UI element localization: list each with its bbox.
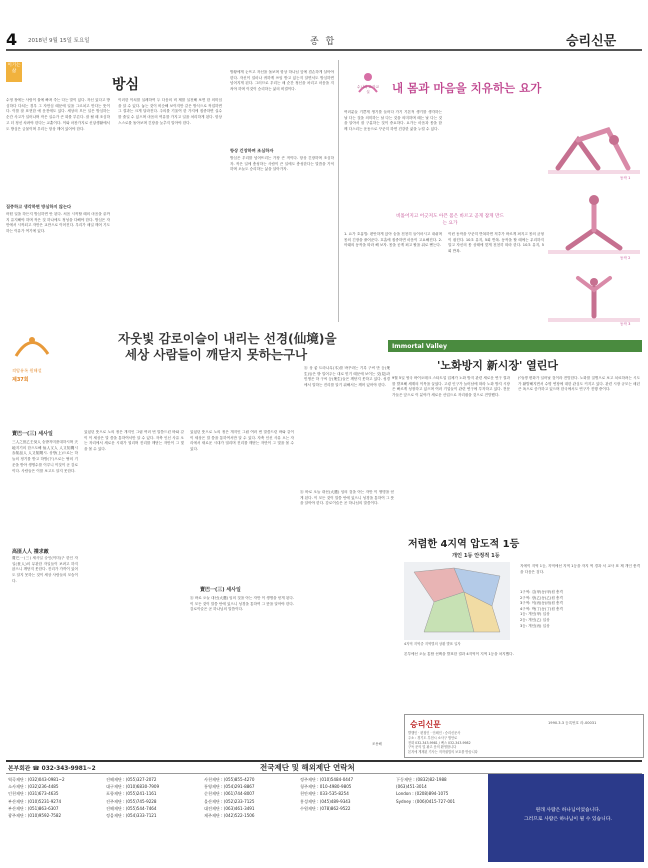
pose-3-label: 동작 3 (620, 322, 631, 326)
header-rule (6, 49, 642, 51)
ad-row: 2구역: 장(乙)동(乙)원 충격 (520, 595, 563, 600)
scripture-col-1b: 賣巴一(三) 세사일 숭인(이미)구 한인 자일(世人)의 무관한 자일들이 보려고 하지 않으니 깨닫지 못한다. 진리가 가까이 있어도 알지 못하는 것이 세상 사람들의 모습이다. (12, 556, 78, 583)
health-col-1b: 1. 요가 호흡법: 편안하게 앉아 숨을 천천히 들이마시고 내쉬며 몸의 긴장을 풀어준다. 호흡에 집중하면 마음이 고요해진다. 2. 아래의 동작을 따라 해 보자. 몸을 곧게 펴고 팔을 위로 뻗는다. (344, 232, 442, 248)
directory-entry: 진해제단 : (055)327-2072 (106, 777, 157, 782)
directory-entry: 천안제단 : 033-535-8254 (300, 791, 349, 797)
directory-column-5 (396, 776, 455, 805)
scripture-col-1: 三人之世乙壬癸人 숨밭자미품대하시며 天地지기의 한으도해 仙人又人 人又知聞시 赤知品人 人又知聞시. 상방(上)으로는 하늘의 정기를 받고 하방(下)으로는 땅의 기운을 받아 생명수를 이루니 이것이 곧 감로이다. 사람들은 이를 보고도 알지 못한다. (12, 440, 78, 473)
ad-row: 1등: 개인(甲) 입상 (520, 612, 550, 617)
map-caption: 4지역 지역중 지역별의 상황 발표 일자 (404, 642, 461, 646)
imprint-line: 구독 문의 및 광고 문의 환영합니다 (408, 745, 457, 750)
scripture-headline-1: 자웃빛 감로이슬이 내리는 선경(仙境)을 (118, 331, 337, 346)
scripture-heading-1: 賣巴一(三) 세사일 (12, 431, 53, 437)
sermon-col-2: 이러한 이치를 실례하여 두 다음의 비 제를 실천해 보면 한 의미임을 알 수 있다. 놓는 것이 비슷해 보이지만 같은 방식으로 작업하면 그 결과는 크게 달라진다. 주의를 기울여 한 가지에 집중하면 실수를 줄일 수 있으며 마음의 여유를 가지고 일을 처리하게 된다. 항상 스스로를 돌아보며 긴장을 늦추지 말아야 한다. (118, 98, 222, 125)
imprint-line: 본지에 게재된 기사는 저작권법의 보호를 받습니다 (408, 750, 478, 755)
column-divider (338, 60, 339, 322)
promo-line-2: 그러므로 사람은 하나님이 될 수 있습니다. (524, 817, 612, 822)
sermon-col-3: 방황에게 눈뜨고 자신을 돌보며 항상 하나님 앞에 겸손하게 살아야 한다. 자신이 얼마나 귀하게 쓰임 받고 있는지 알면서도 방심하면 넘어지게 된다. 그러므로 우리는 매 순간 정신을 차리고 마음을 지켜야 하며 이것이 승리하는 삶의 비결이다. (230, 70, 334, 92)
ad-row: 4구역: 박(丁)동(丁)원 충격 (520, 606, 563, 611)
directory-entry: 사천제단 : (055)855-4270 (204, 777, 255, 782)
sermon-col-1: 수영 장에는 사람이 물에 빠져 죽는 다는 말이 있다. 자신 있다고 방심하다 다치는 경우 그 자만심 때문에 일을 그르치고 만다는 뜻이다. 이를 잘 표현한 예 운전에도 있다. 세상의 모든 일은 방심하는 순간 사고가 일어나며 작은 실수가 큰 화를 부른다. 잘 될 때 조심하고 더 정신 차려야 한다는 교훈이다. 이와 마찬가지로 신앙생활에서도 방심은 금물이며 우리는 항상 깨어 있어야 한다. (6, 98, 110, 131)
directory-entry: (063)451-3014 (396, 784, 427, 790)
directory-entry: 제주제단 : (042)522-1506 (204, 813, 255, 819)
issue-date: 2018년 9월 15일 토요일 (28, 38, 90, 44)
health-title: 내 몸과 마음을 치유하는 요가 (392, 81, 542, 95)
directory-title: 전국제단 및 해외제단 연락처 (260, 763, 355, 772)
directory-entry: 수원제단 : (078)862-9522 (300, 805, 351, 811)
directory-entry: 홍성제단 : (045)489-9343 (300, 798, 351, 804)
directory-entry: Sydney : (006)0415-727-001 (396, 798, 456, 804)
directory-entry: 통영제단 : (054)291-8867 (204, 784, 255, 790)
directory-column-1 (8, 776, 65, 819)
directory-entry: 울산제단 : (052)233-7125 (204, 798, 255, 804)
ad-title: 저렴한 4지역 압도적 1등 (408, 539, 520, 550)
scroll-illustration (12, 326, 52, 364)
scripture-heading-3: 高匪人人 禮求敵 (12, 549, 49, 555)
column-badge: 이기는 삶 (6, 62, 22, 82)
ad-note: 본부에선 오늘 통합 선택을 발표한 결과 4지역이 지역 1등을 차지했다. (404, 652, 514, 656)
series-name: 격암유록 원해설 (12, 368, 42, 373)
yoga-pose-3-illustration (548, 270, 640, 326)
ad-row: 3등: 개인(丙) 입상 (520, 623, 550, 628)
ad-lead: 지에이 지역 1등, 지역에선 지역 1등을 자지 역 경과 서 교사 표 제 개인 충격을 다음은 검다. (520, 564, 640, 574)
ad-row: 2등: 개인(乙) 입상 (520, 617, 550, 622)
imprint-line: 주소 : 경기도 부천시 소사구 범안로 (408, 735, 458, 740)
immortal-col-1: 9월 5일 영국 바이오테크 스타트업 업체가 노화 방지 관련 새로운 연구 결과를 발표해 세계의 이목을 끌었다. 고령 인구가 늘어남에 따라 노화 방지 시장은 빠르게 성장하고 있으며 여러 기업들이 관련 연구에 투자하고 있다. 전문가들은 앞으로 이 분야가 새로운 산업으로 자리잡을 것으로 전망했다. (392, 376, 510, 398)
imprint-lines (408, 731, 638, 755)
sermon-subhead-2: 항상 긴장하며 조심하자 (230, 148, 274, 153)
pose-2-label: 동작 2 (620, 256, 631, 260)
health-col-2: 이런 동작을 꾸준히 반복하면 척추가 바르게 펴지고 몸의 균형이 잡힌다. 10초 유지, 5회 반복. 동작을 할 때에는 무리하지 말고 자신의 몸 상태에 맞게 천천히 따라 한다. 10초 유지, 5회 반복. (448, 232, 544, 254)
directory-entry: 소사제단 : (032)236-4485 (8, 784, 59, 790)
directory-entry: London : (0208)894-1075 (396, 791, 449, 797)
directory-entry: 광주제단 : (010)9592-7582 (8, 813, 62, 819)
directory-entry: 인천제단 : (031)673-4635 (8, 791, 59, 797)
sermon-col-3b: 방심은 우리를 넘어뜨리는 가장 큰 적이다. 항상 긴장하며 조심하자. 작은 일에 충성하는 사람이 큰 일에도 충성한다는 말씀을 기억하며 오늘도 승리하는 삶을 살아가자. (230, 156, 334, 172)
directory-column-3 (204, 776, 255, 819)
sermon-subhead: 집중하고 생각하면 방심하지 않는다 (6, 204, 72, 209)
immortal-col-2: (이)생 변화가 일어날 것이라 전망한다. 노화를 질병으로 보고 치료하려는 시도가 활발해지면서 수명 연장에 대한 관심도 커지고 있다. 관련 시장 규모는 매년 큰 폭으로 증가하고 있으며 한국에서도 연구가 진행 중이다. (518, 376, 640, 392)
yoga-pose-2-illustration (548, 190, 640, 260)
directory-entry: 청주제단 : 010-4980-9805 (300, 784, 352, 790)
promo-line-1: 원래 사람은 하나님이었습니다. (535, 808, 601, 813)
directory-column-2 (106, 776, 159, 819)
directory-entry: 대전제단 : (063)461-3491 (204, 805, 255, 811)
yoga-brand-label: 수니의 요가교실 (357, 85, 379, 94)
sermon-title: 방심 (112, 77, 140, 93)
immortal-title: '노화방지 新시장' 열린다 (437, 359, 559, 372)
promo-text (488, 806, 648, 824)
scripture-col-4: ⓑ 바로 오늘 대선(大選) 임의 것을 아는 자만 이 생명을 얻게 된다. 이 모든 것이 말씀 안에 있으니 성경을 통하여 그 뜻을 알아야 한다. 감로이슬은 곧 하나님의 말씀이다. (300, 490, 394, 506)
directory-entry: 진해제단 : (055)544-7464 (106, 805, 157, 811)
ad-row: 3구역: 이(丙)동(丙)원 충격 (520, 601, 563, 606)
directory-entry: 대구제단 : (010)6830-7909 (106, 784, 160, 790)
scripture-col-2: 있었던 뜻으로 노의 정은 개지인 그림 여러 번 말씀드린 바와 같이 이 세상은 말 씀을 통하여서만 알 수 있다. 자축 인신 사유 오는 자리에서 새로운 시대가 열리며 진리를 깨닫는 자만이 그 빛을 볼 수 있다. (84, 430, 184, 452)
imprint-line: 전화 032-343-9981 / 팩스 032-343-9982 (408, 740, 471, 745)
directory-entry: 下동제단 : (0832)82-1988 (396, 777, 447, 782)
scripture-body-mid: ⓑ 상 좋 트라나무(木)를 바꾸라는 기록 구씨 만 등(衆生)들은 밖 밀어주는 대로 믿기 때문에 보이는 것(見)과 민생은 하 구씨 등(衆生)들은 깨닫지 못하고 있다. 성경에서 말하는 진리를 알기 위해서는 깨어 있어야 한다. (304, 366, 390, 388)
section-name: 종 합 (310, 37, 337, 47)
pose-1-label: 동작 1 (620, 176, 631, 180)
ad-rows (520, 590, 640, 629)
yoga-pose-1-illustration (548, 110, 640, 180)
author-signoff: 조용해 (372, 742, 382, 746)
scripture-col-3b: ⓑ 바로 오늘 대선(大選) 임의 것을 아는 자만 이 생명을 얻게 된다. 이 모든 것이 말씀 안에 있으니 성경을 통하여 그 뜻을 알아야 한다. 감로이슬은 곧 하나님의 말씀이다. (190, 596, 294, 612)
scripture-headline-2: 세상 사람들이 깨닫지 못하는구나 (125, 347, 308, 362)
health-col-1: 여러분들 기쁜게 생기를 들어다 가기 기본적 생기를 생각하는 날 다는 것을 의미하는 날 다는 것을 의미하며 때는 날 다는 것을 알아서 잘 구분하는 것이 중요하다. 요가는 마음과 몸을 함께 다스리는 운동으로 꾸준히 하면 건강한 삶을 누릴 수 있다. (344, 110, 442, 132)
imprint-registration: 1990.3.3 등록번호 라-00031 (548, 721, 597, 725)
directory-entry: 진주제단 : (055)745-9228 (106, 798, 157, 804)
region-map (404, 562, 510, 640)
page-number: 4 (6, 30, 18, 49)
directory-entry: 포항제단 : (055)241-1161 (106, 791, 157, 797)
directory-entry: 정주제단 : (010)5484-0447 (300, 777, 354, 782)
directory-entry: 역곡제단 : (032)043-0981~2 (8, 777, 65, 782)
directory-entry: 부산제단 : (010)5231-9274 (8, 798, 62, 804)
scripture-col-3: 있었던 뜻으로 노의 정은 개지인 그림 여러 번 말씀드린 바와 같이 이 세상은 말 씀을 통하여서만 알 수 있다. 자축 인신 사유 오는 자리에서 새로운 시대가 열리며 진리를 깨닫는 자만이 그 빛을 볼 수 있다. (190, 430, 294, 452)
ad-row: 1구역: 김(甲)동(甲)원 충격 (520, 590, 563, 594)
newspaper-brand: 승리신문 (566, 34, 617, 49)
series-number: 제37회 (12, 377, 29, 383)
imprint-line: 발행인 · 편집인 · 인쇄인 : 승리신문사 (408, 731, 461, 735)
immortal-banner-label: Immortal Valley (392, 343, 448, 350)
sermon-col-1b: 어떤 일을 하든지 방심하면 안 된다. 처음 시작할 때의 마음을 끝까지 유지해야 하며 작은 것 하나에도 정성을 다해야 한다. 방심은 자만에서 시작되고 자만은 교만으로 이어진다. 우리가 매일 깨어 기도하는 이유가 여기에 있다. (6, 212, 110, 234)
directory-entry: 부산제단 : (051)863-6307 (8, 805, 59, 811)
directory-entry: 정읍제단 : (054)333-7121 (106, 813, 157, 819)
directory-hq-phone: 본부회관 ☎ 032-343-9981~2 (8, 766, 96, 772)
health-pullquote: 비틀어지고 어긋져도 아픈 몸은 바르고 곧게 잡게 만드는 요가 (396, 214, 504, 226)
imprint-brand: 승리신문 (410, 720, 441, 729)
directory-entry: 순천제단 : (061)744-8007 (204, 791, 255, 797)
ad-subtitle: 개인 1등 안정적 1등 (452, 553, 500, 559)
scripture-heading-2: 賣巴一(三) 세사일 (200, 587, 241, 593)
directory-column-4 (300, 776, 353, 812)
